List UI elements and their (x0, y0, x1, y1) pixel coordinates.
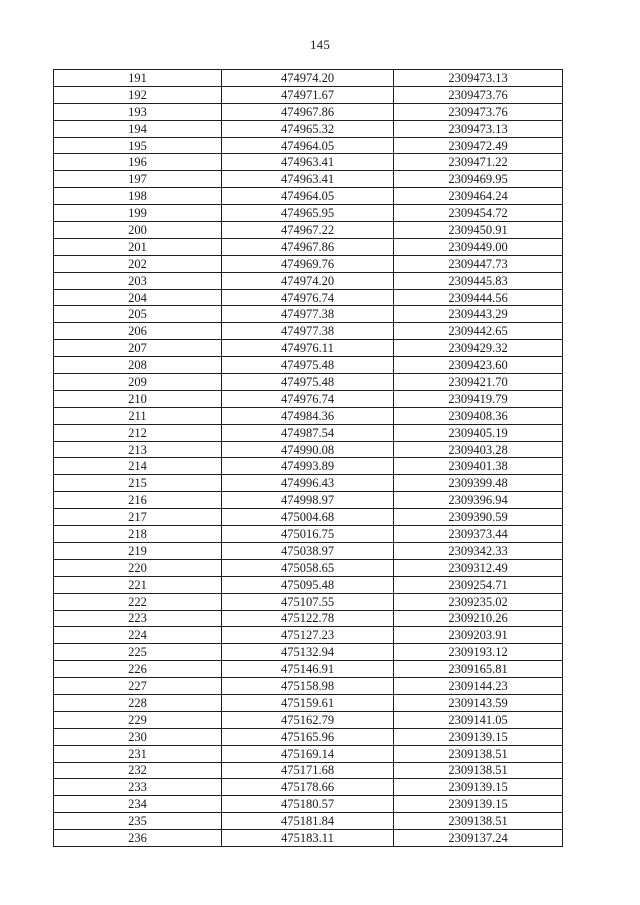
table-row (54, 306, 563, 323)
x-coordinate-cell: 474964.05 (222, 188, 394, 205)
y-coordinate-cell: 2309210.26 (394, 610, 563, 627)
x-coordinate-cell: 475016.75 (222, 526, 394, 543)
table-row (54, 272, 563, 289)
table-row (54, 745, 563, 762)
x-coordinate-cell: 474976.74 (222, 390, 394, 407)
x-coordinate-cell: 475004.68 (222, 509, 394, 526)
y-coordinate-cell: 2309396.94 (394, 492, 563, 509)
table-row (54, 154, 563, 171)
table-row (54, 492, 563, 509)
point-number-cell: 197 (54, 171, 222, 188)
point-number-cell: 232 (54, 762, 222, 779)
y-coordinate-cell: 2309472.49 (394, 137, 563, 154)
y-coordinate-cell: 2309312.49 (394, 559, 563, 576)
x-coordinate-cell: 475162.79 (222, 711, 394, 728)
point-number-cell: 210 (54, 390, 222, 407)
table-row (54, 694, 563, 711)
point-number-cell: 212 (54, 424, 222, 441)
table-row (54, 407, 563, 424)
x-coordinate-cell: 474974.20 (222, 70, 394, 87)
x-coordinate-cell: 474990.08 (222, 441, 394, 458)
x-coordinate-cell: 475122.78 (222, 610, 394, 627)
y-coordinate-cell: 2309138.51 (394, 813, 563, 830)
x-coordinate-cell: 474996.43 (222, 475, 394, 492)
table-row (54, 559, 563, 576)
table-row (54, 526, 563, 543)
x-coordinate-cell: 474975.48 (222, 374, 394, 391)
table-row (54, 205, 563, 222)
y-coordinate-cell: 2309473.13 (394, 70, 563, 87)
point-number-cell: 222 (54, 593, 222, 610)
table-row (54, 644, 563, 661)
point-number-cell: 205 (54, 306, 222, 323)
table-row (54, 188, 563, 205)
y-coordinate-cell: 2309449.00 (394, 238, 563, 255)
y-coordinate-cell: 2309405.19 (394, 424, 563, 441)
y-coordinate-cell: 2309473.76 (394, 103, 563, 120)
y-coordinate-cell: 2309165.81 (394, 661, 563, 678)
table-row (54, 779, 563, 796)
table-row (54, 323, 563, 340)
table-row (54, 610, 563, 627)
table-row (54, 711, 563, 728)
x-coordinate-cell: 475038.97 (222, 542, 394, 559)
point-number-cell: 207 (54, 340, 222, 357)
y-coordinate-cell: 2309399.48 (394, 475, 563, 492)
y-coordinate-cell: 2309473.76 (394, 86, 563, 103)
point-number-cell: 224 (54, 627, 222, 644)
x-coordinate-cell: 475180.57 (222, 796, 394, 813)
point-number-cell: 214 (54, 458, 222, 475)
y-coordinate-cell: 2309419.79 (394, 390, 563, 407)
table-row (54, 661, 563, 678)
point-number-cell: 229 (54, 711, 222, 728)
point-number-cell: 216 (54, 492, 222, 509)
y-coordinate-cell: 2309144.23 (394, 678, 563, 695)
table-row (54, 120, 563, 137)
point-number-cell: 198 (54, 188, 222, 205)
point-number-cell: 204 (54, 289, 222, 306)
table-row (54, 289, 563, 306)
table-row (54, 762, 563, 779)
point-number-cell: 221 (54, 576, 222, 593)
x-coordinate-cell: 474969.76 (222, 255, 394, 272)
coordinates-table (53, 69, 563, 847)
x-coordinate-cell: 475132.94 (222, 644, 394, 661)
point-number-cell: 234 (54, 796, 222, 813)
point-number-cell: 208 (54, 357, 222, 374)
table-row (54, 509, 563, 526)
point-number-cell: 192 (54, 86, 222, 103)
x-coordinate-cell: 474965.95 (222, 205, 394, 222)
y-coordinate-cell: 2309139.15 (394, 779, 563, 796)
table-row (54, 86, 563, 103)
x-coordinate-cell: 475146.91 (222, 661, 394, 678)
table-row (54, 255, 563, 272)
x-coordinate-cell: 475183.11 (222, 830, 394, 847)
table-row (54, 171, 563, 188)
x-coordinate-cell: 475107.55 (222, 593, 394, 610)
point-number-cell: 225 (54, 644, 222, 661)
table-row (54, 137, 563, 154)
x-coordinate-cell: 475181.84 (222, 813, 394, 830)
point-number-cell: 223 (54, 610, 222, 627)
table-row (54, 340, 563, 357)
coordinates-table-body (54, 70, 563, 847)
y-coordinate-cell: 2309429.32 (394, 340, 563, 357)
table-row (54, 222, 563, 239)
point-number-cell: 220 (54, 559, 222, 576)
y-coordinate-cell: 2309473.13 (394, 120, 563, 137)
x-coordinate-cell: 475165.96 (222, 728, 394, 745)
x-coordinate-cell: 474964.05 (222, 137, 394, 154)
point-number-cell: 206 (54, 323, 222, 340)
point-number-cell: 213 (54, 441, 222, 458)
y-coordinate-cell: 2309390.59 (394, 509, 563, 526)
x-coordinate-cell: 474977.38 (222, 323, 394, 340)
y-coordinate-cell: 2309442.65 (394, 323, 563, 340)
x-coordinate-cell: 474967.86 (222, 103, 394, 120)
x-coordinate-cell: 475178.66 (222, 779, 394, 796)
y-coordinate-cell: 2309254.71 (394, 576, 563, 593)
y-coordinate-cell: 2309139.15 (394, 728, 563, 745)
y-coordinate-cell: 2309235.02 (394, 593, 563, 610)
x-coordinate-cell: 475169.14 (222, 745, 394, 762)
x-coordinate-cell: 474974.20 (222, 272, 394, 289)
x-coordinate-cell: 474976.74 (222, 289, 394, 306)
x-coordinate-cell: 474967.86 (222, 238, 394, 255)
table-row (54, 424, 563, 441)
point-number-cell: 217 (54, 509, 222, 526)
table-row (54, 627, 563, 644)
point-number-cell: 194 (54, 120, 222, 137)
point-number-cell: 193 (54, 103, 222, 120)
point-number-cell: 233 (54, 779, 222, 796)
y-coordinate-cell: 2309143.59 (394, 694, 563, 711)
y-coordinate-cell: 2309138.51 (394, 745, 563, 762)
point-number-cell: 209 (54, 374, 222, 391)
x-coordinate-cell: 474984.36 (222, 407, 394, 424)
y-coordinate-cell: 2309464.24 (394, 188, 563, 205)
table-row (54, 830, 563, 847)
point-number-cell: 211 (54, 407, 222, 424)
y-coordinate-cell: 2309401.38 (394, 458, 563, 475)
x-coordinate-cell: 474987.54 (222, 424, 394, 441)
point-number-cell: 219 (54, 542, 222, 559)
table-row (54, 593, 563, 610)
page-number: 145 (309, 37, 331, 52)
point-number-cell: 231 (54, 745, 222, 762)
point-number-cell: 228 (54, 694, 222, 711)
y-coordinate-cell: 2309469.95 (394, 171, 563, 188)
y-coordinate-cell: 2309403.28 (394, 441, 563, 458)
x-coordinate-cell: 474993.89 (222, 458, 394, 475)
table-row (54, 813, 563, 830)
x-coordinate-cell: 474965.32 (222, 120, 394, 137)
y-coordinate-cell: 2309342.33 (394, 542, 563, 559)
point-number-cell: 203 (54, 272, 222, 289)
point-number-cell: 202 (54, 255, 222, 272)
x-coordinate-cell: 475159.61 (222, 694, 394, 711)
table-row (54, 70, 563, 87)
point-number-cell: 227 (54, 678, 222, 695)
point-number-cell: 218 (54, 526, 222, 543)
table-row (54, 475, 563, 492)
table-row (54, 103, 563, 120)
table-row (54, 796, 563, 813)
point-number-cell: 235 (54, 813, 222, 830)
table-row (54, 576, 563, 593)
y-coordinate-cell: 2309203.91 (394, 627, 563, 644)
x-coordinate-cell: 474977.38 (222, 306, 394, 323)
y-coordinate-cell: 2309447.73 (394, 255, 563, 272)
x-coordinate-cell: 474971.67 (222, 86, 394, 103)
y-coordinate-cell: 2309450.91 (394, 222, 563, 239)
x-coordinate-cell: 475058.65 (222, 559, 394, 576)
point-number-cell: 226 (54, 661, 222, 678)
table-row (54, 441, 563, 458)
point-number-cell: 195 (54, 137, 222, 154)
y-coordinate-cell: 2309445.83 (394, 272, 563, 289)
y-coordinate-cell: 2309408.36 (394, 407, 563, 424)
point-number-cell: 201 (54, 238, 222, 255)
x-coordinate-cell: 474976.11 (222, 340, 394, 357)
point-number-cell: 191 (54, 70, 222, 87)
y-coordinate-cell: 2309137.24 (394, 830, 563, 847)
table-row (54, 238, 563, 255)
table-row (54, 458, 563, 475)
x-coordinate-cell: 475127.23 (222, 627, 394, 644)
point-number-cell: 200 (54, 222, 222, 239)
table-row (54, 390, 563, 407)
y-coordinate-cell: 2309421.70 (394, 374, 563, 391)
x-coordinate-cell: 474998.97 (222, 492, 394, 509)
x-coordinate-cell: 474967.22 (222, 222, 394, 239)
y-coordinate-cell: 2309423.60 (394, 357, 563, 374)
point-number-cell: 199 (54, 205, 222, 222)
y-coordinate-cell: 2309454.72 (394, 205, 563, 222)
x-coordinate-cell: 475158.98 (222, 678, 394, 695)
table-row (54, 542, 563, 559)
point-number-cell: 196 (54, 154, 222, 171)
y-coordinate-cell: 2309443.29 (394, 306, 563, 323)
point-number-cell: 230 (54, 728, 222, 745)
point-number-cell: 215 (54, 475, 222, 492)
x-coordinate-cell: 474963.41 (222, 171, 394, 188)
y-coordinate-cell: 2309138.51 (394, 762, 563, 779)
x-coordinate-cell: 474975.48 (222, 357, 394, 374)
table-row (54, 678, 563, 695)
table-row (54, 357, 563, 374)
x-coordinate-cell: 474963.41 (222, 154, 394, 171)
y-coordinate-cell: 2309139.15 (394, 796, 563, 813)
x-coordinate-cell: 475095.48 (222, 576, 394, 593)
y-coordinate-cell: 2309193.12 (394, 644, 563, 661)
y-coordinate-cell: 2309141.05 (394, 711, 563, 728)
x-coordinate-cell: 475171.68 (222, 762, 394, 779)
y-coordinate-cell: 2309373.44 (394, 526, 563, 543)
point-number-cell: 236 (54, 830, 222, 847)
table-row (54, 728, 563, 745)
table-row (54, 374, 563, 391)
y-coordinate-cell: 2309471.22 (394, 154, 563, 171)
y-coordinate-cell: 2309444.56 (394, 289, 563, 306)
